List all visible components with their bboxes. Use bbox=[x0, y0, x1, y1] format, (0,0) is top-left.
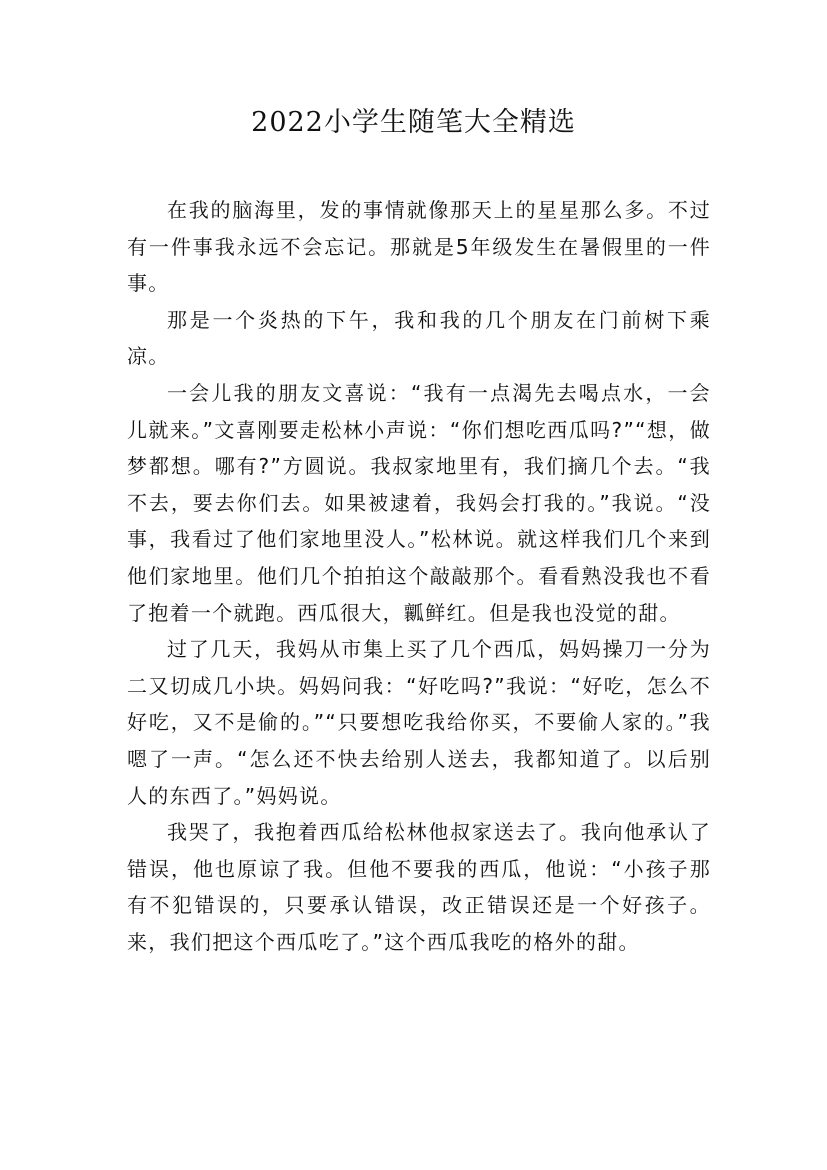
document-body bbox=[127, 192, 711, 960]
paragraph: 一会儿我的朋友文喜说：“我有一点渴先去喝点水，一会儿就来。”文喜刚要走松林小声说：“你们想吃西瓜吗?”“想，做梦都想。哪有?”方圆说。我叔家地里有，我们摘几个去。“我不去，要去你们去。如果被逮着，我妈会打我的。”我说。“没事，我看过了他们家地里没人。”松林说。就这样我们几个来到他们家地里。他们几个拍拍这个敲敲那个。看看熟没我也不看了抱着一个就跑。西瓜很大，瓤鲜红。但是我也没觉的甜。 bbox=[127, 380, 711, 625]
paragraph: 在我的脑海里，发的事情就像那天上的星星那么多。不过有一件事我永远不会忘记。那就是5年级发生在暑假里的一件事。 bbox=[127, 198, 711, 296]
paragraph: 我哭了，我抱着西瓜给松林他叔家送去了。我向他承认了错误，他也原谅了我。但他不要我的西瓜，他说：“小孩子那有不犯错误的，只要承认错误，改正错误还是一个好孩子。来，我们把这个西瓜吃了。”这个西瓜我吃的格外的甜。 bbox=[127, 820, 711, 954]
document-title: 2022小学生随笔大全精选 bbox=[251, 107, 576, 138]
paragraph: 那是一个炎热的下午，我和我的几个朋友在门前树下乘凉。 bbox=[127, 307, 711, 369]
paragraph: 过了几天，我妈从市集上买了几个西瓜，妈妈操刀一分为二又切成几小块。妈妈问我：“好吃吗?”我说：“好吃，怎么不好吃，又不是偷的。”“只要想吃我给你买，不要偷人家的。”我嗯了一声。“怎么还不快去给别人送去，我都知道了。以后别人的东西了。”妈妈说。 bbox=[127, 637, 711, 808]
